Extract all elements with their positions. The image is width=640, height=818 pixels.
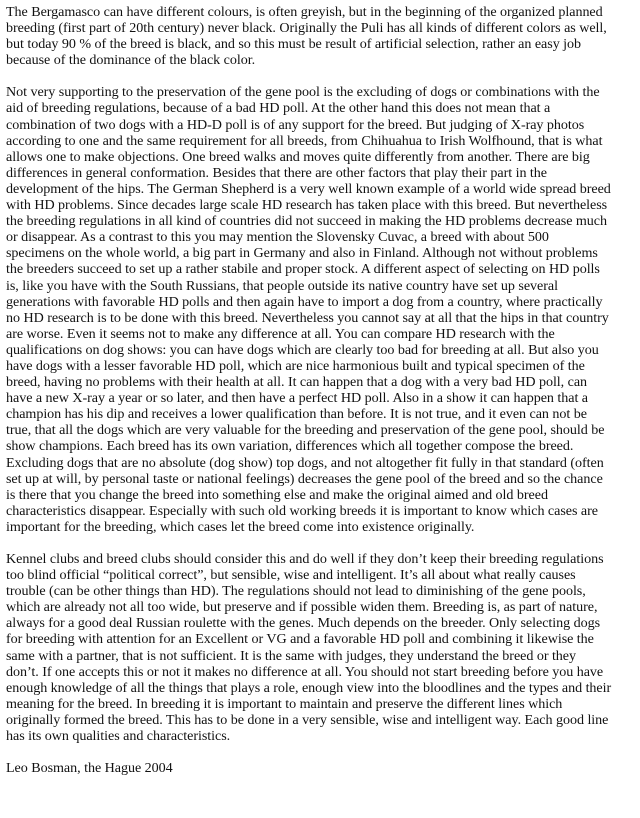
- paragraph-spacer: [6, 535, 636, 551]
- author-signature: Leo Bosman, the Hague 2004: [6, 760, 173, 777]
- paragraph-spacer: [6, 68, 636, 84]
- document-page: [6, 4, 636, 776]
- paragraph-hd-breeding-regulations: Not very supporting to the preservation of the gene pool is the excluding of dogs or combinations with the aid of breeding regulations, because of a bad HD poll. At the other hand this does not mean that a combination of two dogs with a HD-D poll is of any support for the breed. But judging of X-ray photos according to one and the same requirement for all breeds, from Chihuahua to Irish Wolfhound, that is what allows one to make objections. One breed walks and moves quite differently from another. There are big differences in general conformation. Besides that there are other factors that play their part in the development of the hips. The German Shepherd is a very well known example of a world wide spread breed with HD problems. Since decades large scale HD research has taken place with this breed. But nevertheless the breeding regulations in all kind of countries did not succeed in making the HD problems decrease much or disappear. As a contrast to this you may mention the Slovensky Cuvac, a breed with about 500 specimens on the whole world, a big part in Germany and also in Finland. Although not without problems the breeders succeed to set up a rather stabile and proper stock. A different aspect of selecting on HD polls is, like you have with the South Russians, that people outside its native country have set up several generations with favorable HD polls and then again have to import a dog from a country, where practically no HD research is to be done with this breed. Nevertheless you cannot say at all that the hips in that country are worse. Even it seems not to make any difference at all. You can compare HD research with the qualifications on dog shows: you can have dogs which are clearly too bad for breeding at all. But also you have dogs with a lesser favorable HD poll, which are nice harmonious built and typical specimen of the breed, having no problems with their health at all. It can happen that a dog with a very bad HD poll, can have a new X-ray a year or so later, and then have a perfect HD poll. Also in a show it can happen that a champion has his dip and receives a lower qualification than before. It is not true, and it even can not be true, that all the dogs which are very valuable for the breeding and preservation of the gene pool, should be show champions. Each breed has its own variation, differences which all together compose the breed. Excluding dogs that are no absolute (dog show) top dogs, and not altogether fit fully in that standard (often set up at will, by personal taste or national feelings) decreases the gene pool of the breed and so the chance is there that you change the breed into something else and make the original aimed and old breed characteristics disappear. Especially with such old working breeds it is important to know which cases are important for the breeding, which cases let the breed come into existence originally.: [6, 84, 611, 535]
- paragraph-kennel-clubs: Kennel clubs and breed clubs should consider this and do well if they don’t keep their breeding regulations too blind official “political correct”, but sensible, wise and intelligent. It’s all about what really causes trouble (can be other things than HD). The regulations should not lead to diminishing of the gene pools, which are already not all too wide, but preserve and if possible widen them. Breeding is, as part of nature, always for a good deal Russian roulette with the genes. Much depends on the breeder. Only selecting dogs for breeding with attention for an Excellent or VG and a favorable HD poll and combining it likewise the same with a partner, that is not sufficient. It is the same with judges, they understand the breed or they don’t. If one accepts this or not it makes no difference at all. You should not start breeding before you have enough knowledge of all the things that plays a role, enough view into the bloodlines and the types and their meaning for the breed. In breeding it is important to maintain and preserve the different lines which originally formed the breed. This has to be done in a very sensible, wise and intelligent way. Each good line has its own qualities and characteristics.: [6, 551, 612, 745]
- paragraph-colour-history: The Bergamasco can have different colours, is often greyish, but in the beginning of the organized planned breeding (first part of 20th century) never black. Originally the Puli has all kinds of different colors as well, but today 90 % of the breed is black, and so this must be result of artificial selection, rather an easy job because of the dominance of the black color.: [6, 4, 607, 69]
